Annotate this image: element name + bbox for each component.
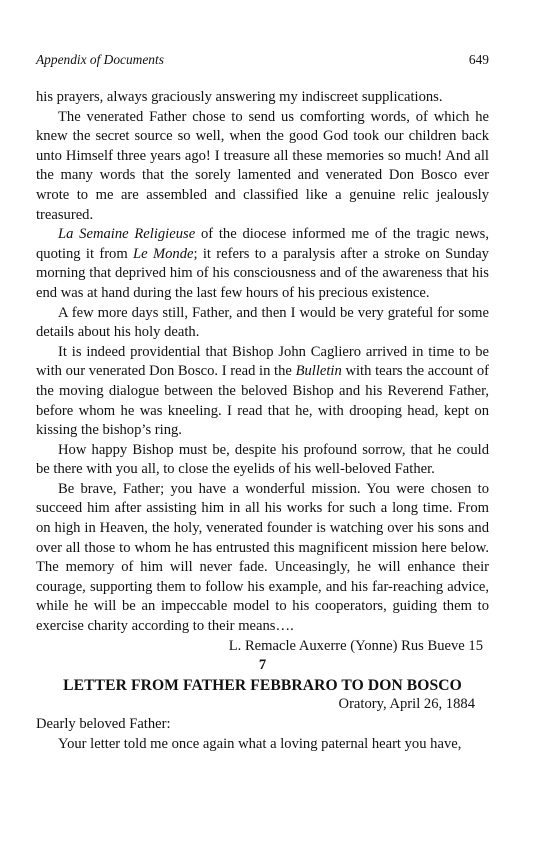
opening-line: Your letter told me once again what a loving paternal heart you have,	[58, 735, 462, 752]
paragraph: his prayers, always graciously answering my indiscreet supplications.	[36, 89, 443, 105]
letter-text	[36, 88, 489, 637]
running-head: Appendix of Documents	[36, 52, 164, 67]
italic-title: Bulletin	[295, 363, 342, 380]
dateline: Oratory, April 26, 1884	[338, 696, 475, 713]
document-number: 7	[258, 657, 267, 674]
document-title: LETTER FROM FATHER FEBBRARO TO DON BOSCO	[63, 676, 462, 694]
text-run: It is indeed providential that Bishop John Cagliero arrived in time to be with our venerated Don Bosco. I read in the	[36, 343, 489, 380]
salutation: Dearly beloved Father:	[36, 716, 171, 732]
text-run: of the diocese informed me of the tragic news, quoting it from	[36, 226, 489, 262]
italic-title: La Semaine Religieuse	[58, 226, 196, 243]
paragraph: Be brave, Father; you have a wonderful mission. You were chosen to succeed him after assisting him in all his works for such a long time. From on high in Heaven, the holy, venerated founder is watching over his sons and over all those to whom he has entrusted this magnificent mission here below. The memory of him will never fade. Unceasingly, he will enhance their courage, supporting them to follow his example, and his far-reaching advice, while he will be an impeccable model to his cooperators, guiding them to exercise charity according to their means….	[36, 480, 489, 635]
page-body	[36, 88, 489, 754]
text-run: ; it refers to a paralysis after a stroke on Sunday morning that deprived him of his consciousness and of the awareness that his end was at hand during the last few hours of his precious existence.	[36, 245, 489, 301]
page-number: 649	[468, 52, 489, 67]
paragraph: A few more days still, Father, and then I would be very grateful for some details about his holy death.	[36, 304, 489, 341]
paragraph	[36, 343, 489, 441]
page-header	[36, 52, 489, 68]
text-run: with tears the account of the moving dialogue between the beloved Bishop and his Reverend Father, before whom he was kneeling. I read that he, with drooping head, kept on kissing the bishop’s ring.	[36, 363, 489, 439]
paragraph: The venerated Father chose to send us comforting words, of which he knew the secret source so well, when the good God took our children back unto Himself three years ago! I treasure all these memories so much! And all the many words that the sorely lamented and venerated Don Bosco ever wrote to me are assembled and classified like a genuine relic jealously treasured.	[36, 108, 489, 223]
paragraph: How happy Bishop must be, despite his profound sorrow, that he could be there with you all, to close the eyelids of his well-beloved Father.	[36, 441, 489, 478]
paragraph	[36, 225, 489, 303]
signature: L. Remacle Auxerre (Yonne) Rus Bueve 15	[228, 637, 483, 654]
italic-title: Le Monde	[133, 245, 194, 262]
